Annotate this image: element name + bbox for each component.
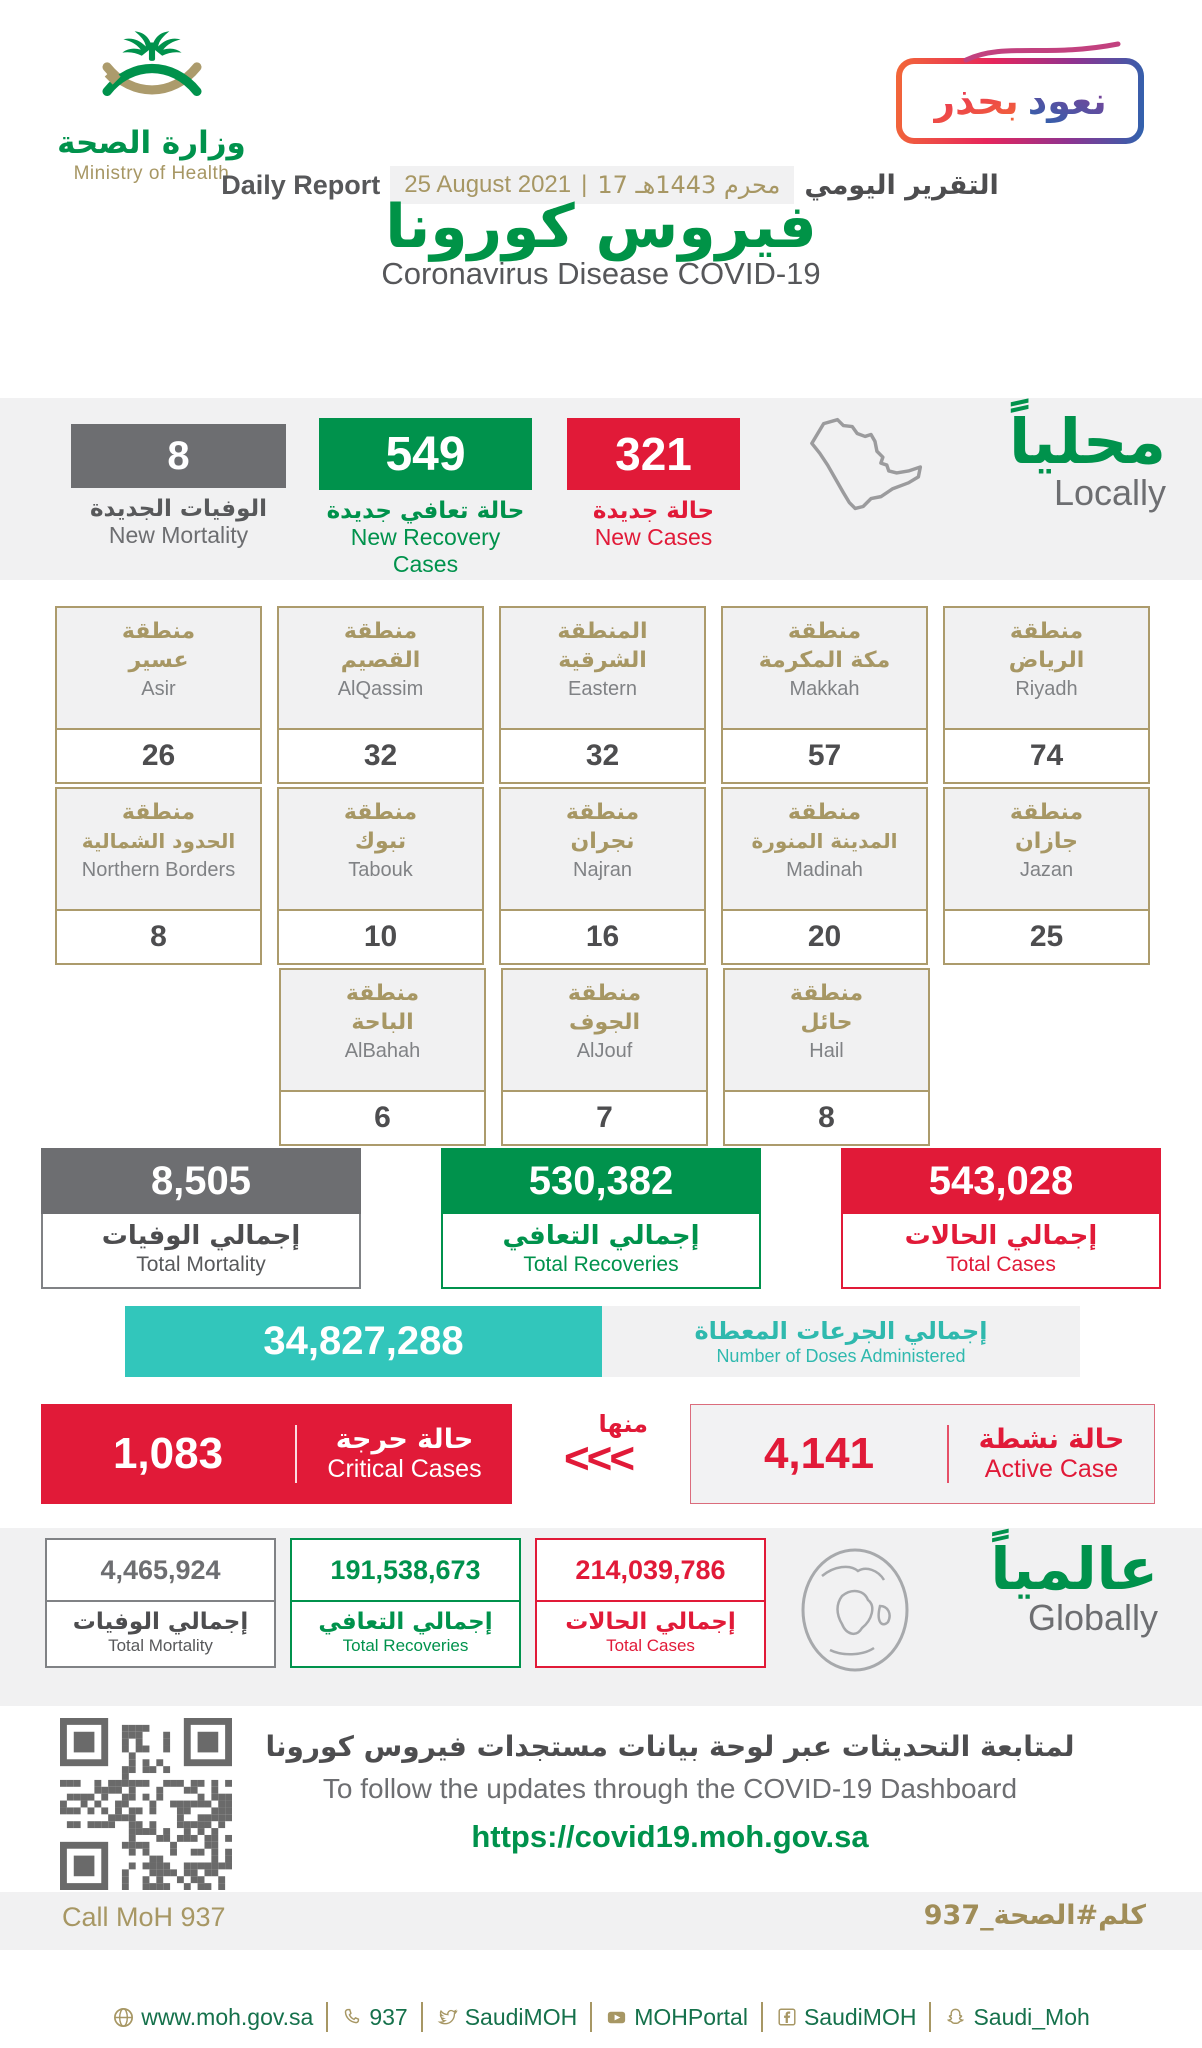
global-cases-box bbox=[535, 1538, 766, 1668]
divider bbox=[947, 1425, 949, 1483]
dashboard-line-ar: لمتابعة التحديثات عبر لوحة بيانات مستجدات فيروس كورونا bbox=[265, 1730, 1075, 1763]
region-value: 20 bbox=[723, 909, 926, 963]
total-recoveries-label-ar: إجمالي التعافي bbox=[502, 1221, 700, 1251]
active-cases-label-ar: حالة نشطة bbox=[978, 1424, 1125, 1455]
daily-report-label-en: Daily Report bbox=[221, 169, 381, 200]
region-card-madinah bbox=[721, 787, 928, 965]
region-ar-line1: منطقة bbox=[343, 619, 418, 644]
region-card-riyadh bbox=[943, 606, 1150, 784]
new-cases-value: 321 bbox=[567, 418, 740, 490]
gregorian-date: 25 August 2021 bbox=[404, 171, 572, 198]
region-value: 32 bbox=[279, 728, 482, 782]
region-en: AlJouf bbox=[576, 1040, 633, 1062]
region-value: 8 bbox=[57, 909, 260, 963]
region-en: Eastern bbox=[568, 678, 637, 700]
dashboard-line-en: To follow the updates through the COVID-19 Dashboard bbox=[322, 1773, 1018, 1804]
region-value: 32 bbox=[501, 728, 704, 782]
global-mortality-label-ar: إجمالي الوفيات bbox=[72, 1609, 249, 1635]
facebook-icon bbox=[776, 2006, 798, 2028]
region-ar-line1: منطقة bbox=[343, 800, 418, 825]
total-cases-label-en: Total Cases bbox=[946, 1253, 1056, 1276]
region-value: 16 bbox=[501, 909, 704, 963]
globally-heading-ar: عالمياً bbox=[990, 1535, 1158, 1603]
globe-icon bbox=[112, 2006, 135, 2029]
region-ar-line2: عسير bbox=[128, 648, 189, 673]
separator bbox=[929, 2002, 931, 2032]
dashboard-callout bbox=[250, 1730, 1090, 1855]
link-phone[interactable] bbox=[341, 2004, 407, 2031]
region-ar-line1: منطقة bbox=[787, 619, 862, 644]
region-row-3 bbox=[279, 968, 930, 1146]
region-ar-line1: المنطقة bbox=[557, 619, 648, 644]
region-en: Riyadh bbox=[1015, 678, 1078, 700]
doses-label-ar: إجمالي الجرعات المعطاة bbox=[694, 1316, 988, 1345]
of-which-label: منها bbox=[598, 1410, 648, 1438]
region-ar-line1: منطقة bbox=[345, 981, 420, 1006]
badge-word-bihathar: بحذر bbox=[933, 79, 1019, 123]
region-ar-line2: حائل bbox=[800, 1010, 853, 1035]
doses-administered-label bbox=[602, 1306, 1080, 1377]
region-row-2 bbox=[55, 787, 1150, 965]
youtube-icon bbox=[605, 2006, 628, 2029]
region-card-makkah bbox=[721, 606, 928, 784]
region-ar-line1: منطقة bbox=[121, 619, 196, 644]
chevrons-left-icon: <<< bbox=[563, 1434, 633, 1483]
total-mortality-label-en: Total Mortality bbox=[136, 1253, 266, 1276]
region-value: 25 bbox=[945, 909, 1148, 963]
link-label: SaudiMOH bbox=[803, 2003, 917, 2030]
qr-code bbox=[60, 1718, 232, 1890]
region-en: Northern Borders bbox=[81, 859, 236, 881]
region-card-jazan bbox=[943, 787, 1150, 965]
new-cases-label-ar: حالة جديدة bbox=[592, 498, 715, 524]
region-card-asir bbox=[55, 606, 262, 784]
region-ar-line2: الرياض bbox=[1008, 648, 1085, 673]
critical-cases-box bbox=[41, 1404, 512, 1504]
hijri-date: 17 محرم 1443هـ bbox=[597, 171, 781, 199]
badge-swoosh-icon bbox=[962, 40, 1122, 64]
total-mortality-box bbox=[41, 1148, 361, 1289]
region-ar-line2: جازان bbox=[1014, 829, 1079, 854]
separator bbox=[421, 2002, 423, 2032]
active-cases-value: 4,141 bbox=[763, 1429, 875, 1478]
region-ar-line2: الحدود الشمالية bbox=[81, 829, 236, 853]
link-facebook[interactable] bbox=[776, 2004, 916, 2031]
new-recovery-stat bbox=[319, 418, 532, 578]
twitter-icon bbox=[436, 2006, 459, 2029]
global-recoveries-label-ar: إجمالي التعافي bbox=[318, 1609, 493, 1635]
of-which-indicator bbox=[548, 1410, 648, 1483]
region-en: Tabouk bbox=[348, 859, 413, 881]
call-moh-text: Call MoH 937 bbox=[62, 1902, 226, 1932]
region-card-eastern bbox=[499, 606, 706, 784]
link-label: 937 bbox=[369, 2003, 408, 2030]
region-ar-line2: الشرقية bbox=[558, 648, 647, 673]
region-row-1 bbox=[55, 606, 1150, 784]
globally-heading bbox=[990, 1536, 1158, 1639]
region-value: 7 bbox=[503, 1090, 706, 1144]
region-value: 10 bbox=[279, 909, 482, 963]
dashboard-url-link[interactable]: https://covid19.moh.gov.sa bbox=[471, 1819, 869, 1854]
region-value: 26 bbox=[57, 728, 260, 782]
region-value: 74 bbox=[945, 728, 1148, 782]
region-ar-line2: الجوف bbox=[568, 1010, 640, 1035]
globally-heading-en: Globally bbox=[1027, 1596, 1158, 1638]
global-mortality-box bbox=[45, 1538, 276, 1668]
global-cases-label-en: Total Cases bbox=[606, 1636, 695, 1655]
doses-administered-value: 34,827,288 bbox=[125, 1306, 602, 1377]
globally-section bbox=[0, 1528, 1202, 1706]
link-snapchat[interactable] bbox=[944, 2004, 1089, 2031]
region-ar-line1: منطقة bbox=[567, 981, 642, 1006]
global-cases-value: 214,039,786 bbox=[537, 1540, 764, 1602]
region-ar-line2: الباحة bbox=[351, 1010, 414, 1035]
new-mortality-stat bbox=[71, 424, 286, 549]
new-recovery-label-ar: حالة تعافي جديدة bbox=[326, 498, 525, 524]
hashtag-text: كلم#الصحة_937 bbox=[923, 1900, 1146, 1931]
phone-icon bbox=[341, 2006, 363, 2028]
region-ar-line1: منطقة bbox=[1009, 619, 1084, 644]
global-mortality-label-en: Total Mortality bbox=[108, 1636, 213, 1655]
critical-cases-label-en: Critical Cases bbox=[327, 1455, 482, 1483]
region-value: 6 bbox=[281, 1090, 484, 1144]
new-mortality-value: 8 bbox=[71, 424, 286, 488]
global-mortality-value: 4,465,924 bbox=[47, 1540, 274, 1602]
region-ar-line2: تبوك bbox=[354, 829, 407, 854]
region-en: Asir bbox=[141, 678, 176, 700]
region-en: Jazan bbox=[1019, 859, 1074, 881]
region-card-alqassim bbox=[277, 606, 484, 784]
link-label: Saudi_Moh bbox=[973, 2003, 1090, 2030]
region-ar-line1: منطقة bbox=[565, 800, 640, 825]
new-recovery-value: 549 bbox=[319, 418, 532, 490]
separator bbox=[326, 2002, 328, 2032]
active-cases-label-en: Active Case bbox=[984, 1455, 1119, 1483]
return-with-caution-badge bbox=[896, 58, 1144, 144]
region-ar-line1: منطقة bbox=[787, 800, 862, 825]
badge-word-naoud: نعود bbox=[1027, 79, 1107, 123]
critical-cases-label-ar: حالة حرجة bbox=[335, 1424, 474, 1455]
separator bbox=[761, 2002, 763, 2032]
global-recoveries-box bbox=[290, 1538, 521, 1668]
total-recoveries-label-en: Total Recoveries bbox=[523, 1253, 679, 1276]
new-recovery-label-en: New Recovery Cases bbox=[350, 524, 501, 577]
total-recoveries-box bbox=[441, 1148, 761, 1289]
total-recoveries-value: 530,382 bbox=[441, 1148, 761, 1214]
region-value: 8 bbox=[725, 1090, 928, 1144]
ministry-name-arabic: وزارة الصحة bbox=[57, 125, 246, 161]
region-en: Madinah bbox=[786, 859, 863, 881]
link-website[interactable] bbox=[112, 2004, 313, 2031]
separator bbox=[590, 2002, 592, 2032]
region-en: AlQassim bbox=[337, 678, 424, 700]
page-title-arabic: فيروس كورونا bbox=[385, 192, 817, 262]
link-label: SaudiMOH bbox=[464, 2003, 578, 2030]
region-en: Hail bbox=[809, 1040, 844, 1062]
region-card-hail bbox=[723, 968, 930, 1146]
region-ar-line1: منطقة bbox=[1009, 800, 1084, 825]
region-ar-line2: القصيم bbox=[340, 648, 421, 673]
moh-emblem-icon bbox=[77, 20, 227, 118]
global-recoveries-value: 191,538,673 bbox=[292, 1540, 519, 1602]
daily-report-label-ar: التقرير اليومي bbox=[804, 169, 999, 201]
region-en: AlBahah bbox=[344, 1040, 421, 1062]
region-card-aljouf bbox=[501, 968, 708, 1146]
total-cases-box bbox=[841, 1148, 1161, 1289]
region-ar-line1: منطقة bbox=[789, 981, 864, 1006]
region-card-tabouk bbox=[277, 787, 484, 965]
snapchat-icon bbox=[944, 2006, 967, 2029]
global-recoveries-label-en: Total Recoveries bbox=[342, 1636, 469, 1655]
link-twitter[interactable] bbox=[436, 2004, 577, 2031]
locally-heading-ar: محلياً bbox=[1009, 405, 1166, 478]
page-title-english: Coronavirus Disease COVID-19 bbox=[381, 256, 821, 291]
date-divider: | bbox=[581, 171, 588, 198]
region-value: 57 bbox=[723, 728, 926, 782]
region-ar-line1: منطقة bbox=[121, 800, 196, 825]
locally-section bbox=[0, 398, 1202, 580]
active-cases-box bbox=[690, 1404, 1155, 1504]
new-mortality-label-en: New Mortality bbox=[108, 522, 249, 548]
region-ar-line2: نجران bbox=[570, 829, 635, 854]
social-links-row bbox=[0, 2002, 1202, 2032]
moh-logo bbox=[44, 20, 259, 185]
footer-band bbox=[0, 1892, 1202, 1950]
region-ar-line2: مكة المكرمة bbox=[758, 648, 891, 673]
region-en: Najran bbox=[573, 859, 632, 881]
critical-cases-value: 1,083 bbox=[112, 1429, 224, 1478]
total-mortality-value: 8,505 bbox=[41, 1148, 361, 1214]
locally-heading bbox=[1009, 405, 1166, 514]
link-label: MOHPortal bbox=[634, 2003, 748, 2030]
new-cases-stat bbox=[567, 418, 740, 551]
global-cases-label-ar: إجمالي الحالات bbox=[565, 1609, 736, 1635]
globe-icon bbox=[796, 1544, 914, 1676]
link-youtube[interactable] bbox=[605, 2004, 748, 2031]
doses-label-en: Number of Doses Administered bbox=[716, 1345, 966, 1366]
region-card-albahah bbox=[279, 968, 486, 1146]
region-en: Makkah bbox=[789, 678, 860, 700]
locally-heading-en: Locally bbox=[1053, 472, 1166, 514]
region-ar-line2: المدينة المنورة bbox=[751, 829, 898, 853]
new-mortality-label-ar: الوفيات الجديدة bbox=[89, 496, 268, 522]
total-cases-label-ar: إجمالي الحالات bbox=[904, 1221, 1098, 1251]
saudi-arabia-map-icon bbox=[798, 408, 946, 530]
new-cases-label-en: New Cases bbox=[594, 524, 713, 550]
region-card-northern-borders bbox=[55, 787, 262, 965]
total-cases-value: 543,028 bbox=[841, 1148, 1161, 1214]
link-label: www.moh.gov.sa bbox=[141, 2003, 314, 2030]
total-mortality-label-ar: إجمالي الوفيات bbox=[101, 1221, 301, 1251]
ministry-name-english: Ministry of Health bbox=[73, 163, 230, 184]
region-card-najran bbox=[499, 787, 706, 965]
